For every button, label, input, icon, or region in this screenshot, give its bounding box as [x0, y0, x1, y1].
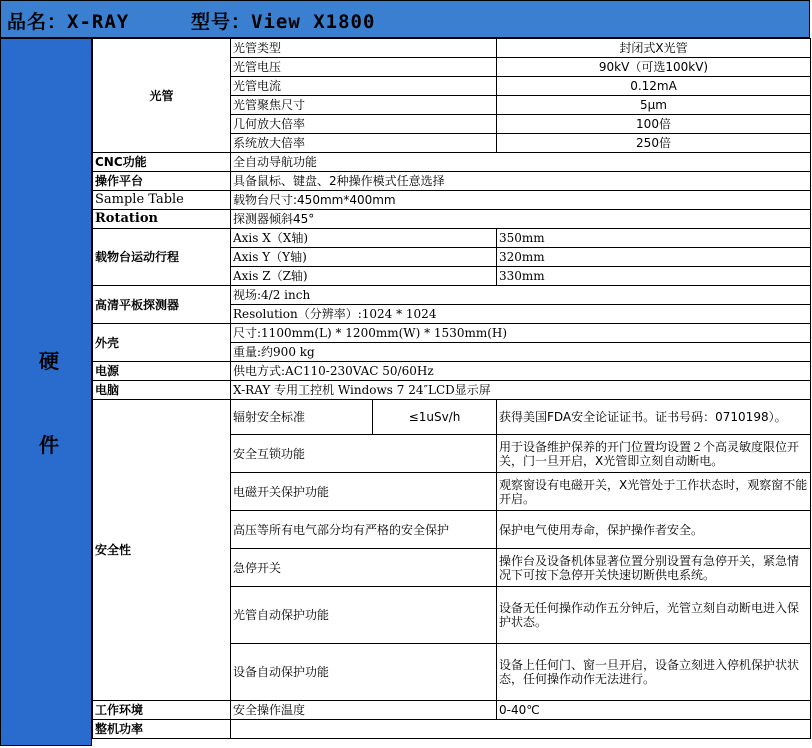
- total-power-label: 整机功率: [93, 720, 231, 739]
- table-row: [93, 400, 811, 435]
- spec-key: 光管电流: [231, 77, 497, 96]
- detector-label: 高清平板探测器: [93, 286, 231, 324]
- sample-table-value: 载物台尺寸:450mm*400mm: [231, 191, 811, 210]
- table-row: [93, 229, 811, 248]
- table-row: [93, 362, 811, 381]
- environment-value: 0-40℃: [497, 701, 811, 720]
- product-name: 品名：X-RAY: [7, 11, 130, 33]
- power-value: 供电方式:AC110-230VAC 50/60Hz: [231, 362, 811, 381]
- safety-key: 安全互锁功能: [231, 435, 497, 473]
- rotation-value: 探测器倾斜45°: [231, 210, 811, 229]
- environment-key: 安全操作温度: [231, 701, 497, 720]
- table-row: [93, 324, 811, 343]
- tube-label: 光管: [93, 39, 231, 153]
- cnc-value: 全自动导航功能: [231, 153, 811, 172]
- safety-key: 光管自动保护功能: [231, 587, 497, 644]
- side-char-1: 硬: [39, 349, 59, 373]
- table-row: [93, 701, 811, 720]
- hardware-section-label: [0, 38, 92, 746]
- spec-key: 几何放大倍率: [231, 115, 497, 134]
- environment-label: 工作环境: [93, 701, 231, 720]
- product-model: 型号：View X1800: [191, 11, 376, 33]
- title-bar: [0, 0, 810, 38]
- platform-label: 操作平台: [93, 172, 231, 191]
- detector-value: Resolution（分辨率）:1024 * 1024: [231, 305, 811, 324]
- platform-value: 具备鼠标、键盘、2种操作模式任意选择: [231, 172, 811, 191]
- spec-value: 90kV（可选100kV): [497, 58, 811, 77]
- safety-key: 高压等所有电气部分均有严格的安全保护: [231, 511, 497, 549]
- spec-value: 250倍: [497, 134, 811, 153]
- safety-key: 电磁开关保护功能: [231, 473, 497, 511]
- spec-key: 光管类型: [231, 39, 497, 58]
- safety-key: 急停开关: [231, 549, 497, 587]
- axis-key: Axis Y（Y轴): [231, 248, 497, 267]
- safety-key: 设备自动保护功能: [231, 644, 497, 701]
- safety-value: 设备上任何门、窗一旦开启，设备立刻进入停机保护状状态，任何操作动作无法进行。: [497, 644, 811, 701]
- spec-table: [92, 38, 811, 739]
- safety-value: 操作台及设备机体显著位置分别设置有急停开关，紧急情况下可按下急停开关快速切断供电系统。: [497, 549, 811, 587]
- spec-key: 系统放大倍率: [231, 134, 497, 153]
- stage-label: 载物台运动行程: [93, 229, 231, 286]
- spec-value: 0.12mA: [497, 77, 811, 96]
- spec-value: 封闭式X光管: [497, 39, 811, 58]
- safety-value: 设备无任何操作动作五分钟后，光管立刻自动断电进入保护状态。: [497, 587, 811, 644]
- safety-key: 辐射安全标准: [231, 400, 373, 435]
- safety-value: 获得美国FDA安全论证证书。证书号码：0710198）。: [497, 400, 811, 435]
- table-row: [93, 39, 811, 58]
- table-row: [93, 153, 811, 172]
- table-row: [93, 210, 811, 229]
- power-label: 电源: [93, 362, 231, 381]
- table-row: [93, 172, 811, 191]
- axis-value: 320mm: [497, 248, 811, 267]
- table-row: [93, 191, 811, 210]
- rotation-label: Rotation: [93, 210, 231, 229]
- spec-value: 100倍: [497, 115, 811, 134]
- safety-label: 安全性: [93, 400, 231, 701]
- computer-label: 电脑: [93, 381, 231, 400]
- housing-value: 重量:约900 kg: [231, 343, 811, 362]
- housing-label: 外壳: [93, 324, 231, 362]
- table-row: [93, 381, 811, 400]
- housing-value: 尺寸:1100mm(L) * 1200mm(W) * 1530mm(H): [231, 324, 811, 343]
- spec-value: 5μm: [497, 96, 811, 115]
- computer-value: X-RAY 专用工控机 Windows 7 24″LCD显示屏: [231, 381, 811, 400]
- axis-key: Axis Z（Z轴): [231, 267, 497, 286]
- detector-value: 视场:4/2 inch: [231, 286, 811, 305]
- total-power-value: [231, 720, 811, 739]
- table-row: [93, 720, 811, 739]
- side-char-2: 件: [39, 433, 59, 457]
- safety-value: 保护电气使用寿命，保护操作者安全。: [497, 511, 811, 549]
- spec-key: 光管聚焦尺寸: [231, 96, 497, 115]
- axis-value: 350mm: [497, 229, 811, 248]
- axis-key: Axis X（X轴): [231, 229, 497, 248]
- sample-table-label: Sample Table: [93, 191, 231, 210]
- axis-value: 330mm: [497, 267, 811, 286]
- spec-key: 光管电压: [231, 58, 497, 77]
- cnc-label: CNC功能: [93, 153, 231, 172]
- safety-value: 用于设备维护保养的开门位置均设置２个高灵敏度限位开关，门一旦开启，X光管即立刻自动断电。: [497, 435, 811, 473]
- table-row: [93, 286, 811, 305]
- radiation-standard: ≤1uSv/h: [373, 400, 497, 435]
- safety-value: 观察窗设有电磁开关，X光管处于工作状态时，观察窗不能开启。: [497, 473, 811, 511]
